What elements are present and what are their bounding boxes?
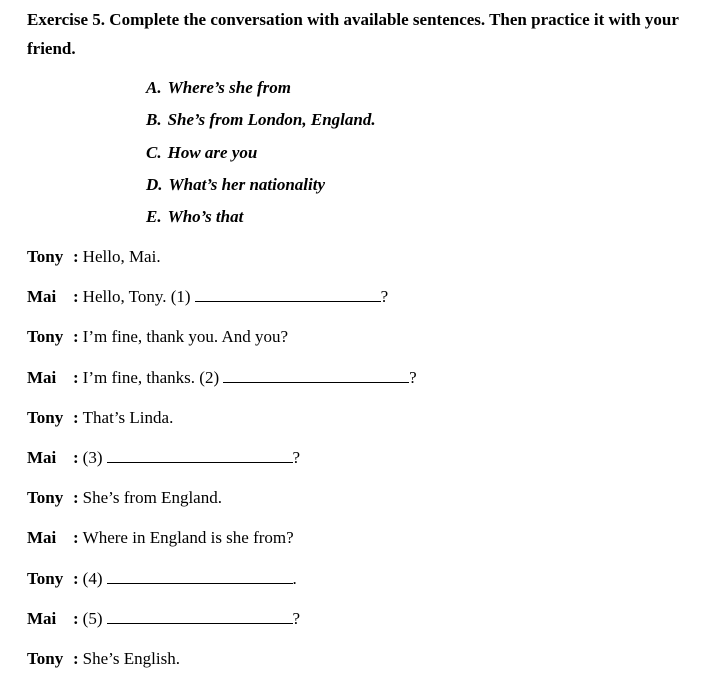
option-text: She’s from London, England. [167, 110, 376, 130]
speaker-name: Mai [27, 608, 57, 628]
speaker-colon: : [73, 568, 79, 588]
speaker-name: Mai [27, 287, 57, 307]
dialogue-line-8 [27, 524, 417, 564]
line-text: I’m fine, thanks. (2) [82, 367, 220, 387]
conversation [27, 243, 417, 685]
line-text: She’s English. [82, 648, 180, 668]
option-letter: D. [146, 174, 163, 194]
option-letter: E. [146, 207, 162, 227]
line-end-punctuation: ? [380, 287, 389, 307]
option-text: What’s her nationality [168, 174, 326, 194]
line-end-punctuation: ? [292, 608, 301, 628]
speaker-colon: : [73, 608, 79, 628]
speaker-name: Mai [27, 528, 57, 548]
option-text: How are you [167, 142, 258, 162]
speaker-name: Tony [27, 327, 64, 347]
option-letter: B. [146, 110, 162, 130]
option-letter: C. [146, 142, 162, 162]
answer-blank-2[interactable] [223, 366, 409, 383]
dialogue-line-6 [27, 444, 417, 484]
answer-blank-1[interactable] [195, 285, 381, 302]
speaker-colon: : [73, 407, 79, 427]
dialogue-line-5 [27, 404, 417, 444]
dialogue-line-4 [27, 364, 417, 404]
line-text: That’s Linda. [82, 407, 174, 427]
speaker-colon: : [73, 247, 79, 266]
line-text: I’m fine, thank you. And you? [82, 327, 289, 347]
speaker-name: Tony [27, 488, 64, 508]
line-text: Where in England is she from? [82, 528, 294, 548]
line-text: (4) [82, 568, 103, 588]
dialogue-line-1 [27, 243, 417, 283]
exercise-title: Exercise 5. Complete the conversation with available sentences. Then practice it with your friend. [27, 10, 679, 58]
line-end-punctuation: ? [292, 447, 301, 467]
speaker-name: Mai [27, 447, 57, 467]
speaker-name: Tony [27, 568, 64, 588]
line-text: Hello, Tony. (1) [82, 287, 191, 307]
option-letter: A. [146, 78, 162, 97]
speaker-colon: : [73, 287, 79, 307]
dialogue-line-10 [27, 605, 417, 645]
answer-options-list [146, 74, 376, 235]
speaker-colon: : [73, 648, 79, 668]
speaker-name: Tony [27, 247, 64, 266]
dialogue-line-7 [27, 484, 417, 524]
dialogue-line-9 [27, 565, 417, 605]
option-d [146, 171, 376, 203]
speaker-colon: : [73, 367, 79, 387]
option-b [146, 106, 376, 138]
option-c [146, 139, 376, 171]
answer-blank-5[interactable] [107, 607, 293, 624]
line-text: She’s from England. [82, 488, 222, 508]
dialogue-line-2 [27, 283, 417, 323]
answer-blank-4[interactable] [107, 567, 293, 584]
speaker-colon: : [73, 488, 79, 508]
speaker-colon: : [73, 528, 79, 548]
option-e [146, 203, 376, 235]
speaker-name: Mai [27, 367, 57, 387]
line-text: Hello, Mai. [82, 247, 161, 266]
speaker-colon: : [73, 447, 79, 467]
option-a [146, 74, 376, 106]
answer-blank-3[interactable] [107, 446, 293, 463]
line-text: (3) [82, 447, 103, 467]
option-text: Who’s that [167, 207, 244, 227]
option-text: Where’s she from [167, 78, 292, 97]
speaker-colon: : [73, 327, 79, 347]
line-text: (5) [82, 608, 103, 628]
line-end-punctuation: ? [409, 367, 417, 387]
line-end-punctuation: . [292, 568, 297, 588]
speaker-name: Tony [27, 407, 64, 427]
speaker-name: Tony [27, 648, 64, 668]
dialogue-line-3 [27, 323, 417, 363]
